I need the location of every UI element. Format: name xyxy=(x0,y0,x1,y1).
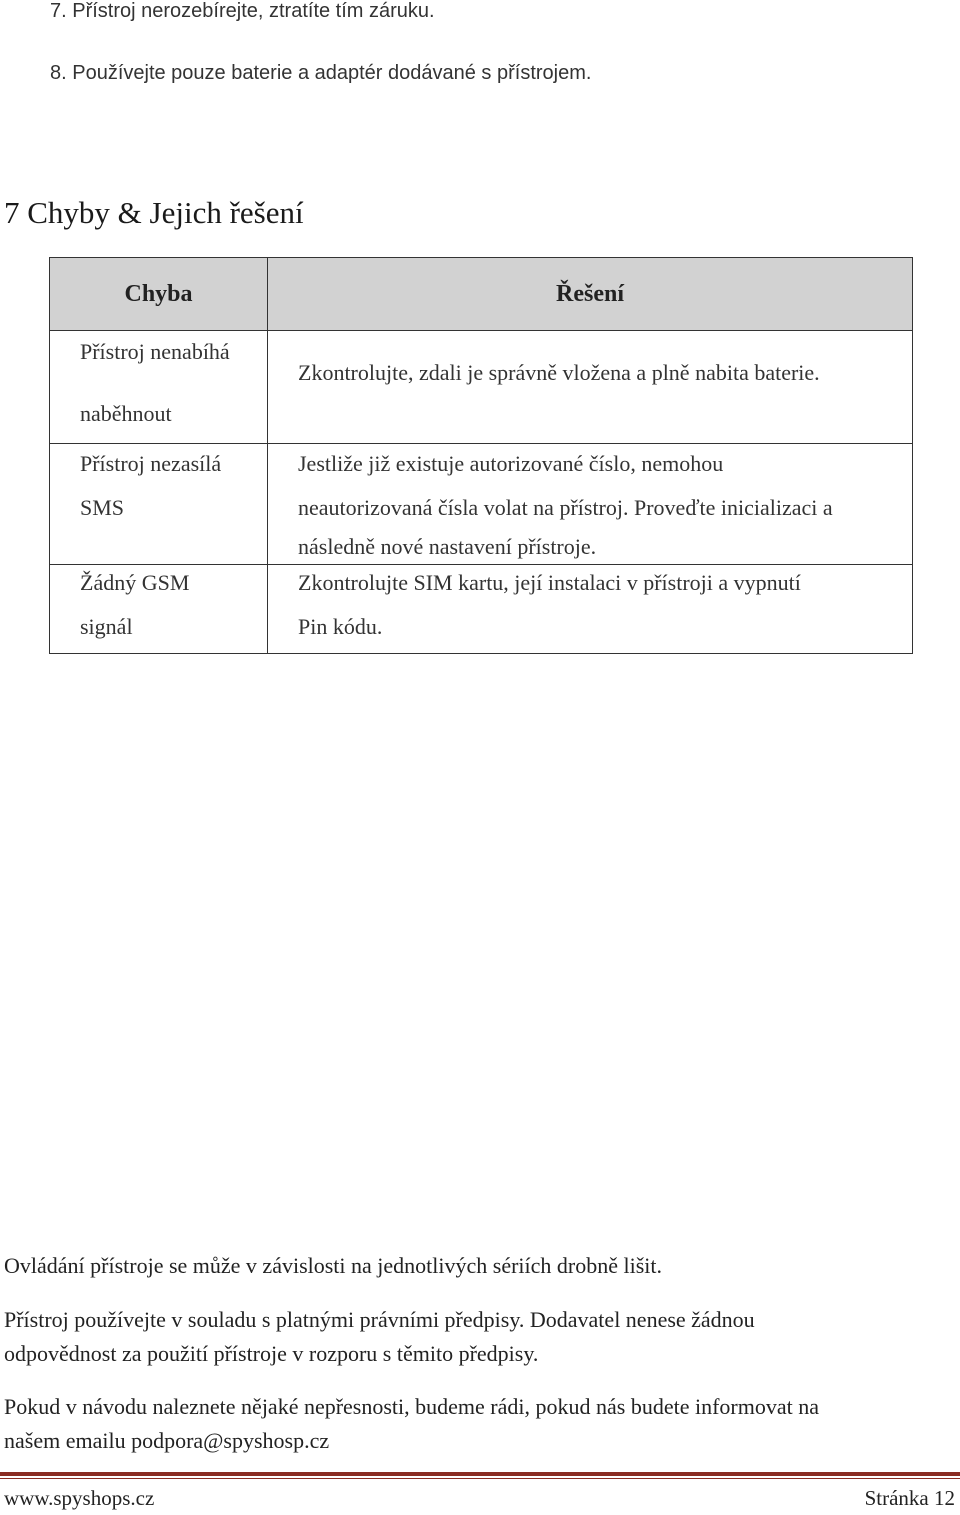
solution-cell xyxy=(268,444,913,565)
error-cell xyxy=(50,565,268,654)
solution-text: neautorizovaná čísla volat na přístroj. Proveďte inicializaci a xyxy=(298,495,833,520)
error-text: Přístroj nenabíhá xyxy=(80,339,230,364)
error-text: Přístroj nezasílá xyxy=(80,451,222,476)
section-title: 7 Chyby & Jejich řešení xyxy=(4,195,304,230)
error-text: SMS xyxy=(80,495,125,520)
solution-cell xyxy=(268,565,913,654)
table-header-row xyxy=(50,258,913,331)
list-item-7: 7. Přístroj nerozebírejte, ztratíte tím záruku. xyxy=(50,0,435,22)
solution-cell xyxy=(268,331,913,444)
solution-text: následně nové nastavení přístroje. xyxy=(298,534,597,559)
note-paragraph-3-line-2: našem emailu podpora@spyshosp.cz xyxy=(4,1428,330,1453)
footer-page-number: Stránka 12 xyxy=(864,1486,955,1510)
error-text: Žádný GSM xyxy=(80,570,190,595)
error-text: signál xyxy=(80,614,133,639)
note-paragraph-1: Ovládání přístroje se může v závislosti na jednotlivých sériích drobně lišit. xyxy=(4,1253,663,1278)
table-row xyxy=(50,565,913,654)
table-row xyxy=(50,331,913,444)
table-row xyxy=(50,444,913,565)
footer-rule xyxy=(0,1472,960,1476)
solution-text: Zkontrolujte SIM kartu, její instalaci v přístroji a vypnutí xyxy=(298,570,801,595)
list-item-8: 8. Používejte pouze baterie a adaptér dodávané s přístrojem. xyxy=(50,62,592,84)
note-paragraph-3-line-1: Pokud v návodu naleznete nějaké nepřesnosti, budeme rádi, pokud nás budete informovat na xyxy=(4,1394,819,1419)
header-error: Chyba xyxy=(50,258,268,331)
footer-rule-thin xyxy=(0,1478,960,1479)
note-paragraph-2-line-2: odpovědnost za použití přístroje v rozporu s těmito předpisy. xyxy=(4,1341,539,1366)
header-solution: Řešení xyxy=(268,258,913,331)
solution-text: Zkontrolujte, zdali je správně vložena a plně nabita baterie. xyxy=(298,360,820,385)
errors-table xyxy=(49,257,913,654)
solution-text: Pin kódu. xyxy=(298,614,383,639)
note-paragraph-2-line-1: Přístroj používejte v souladu s platnými právními předpisy. Dodavatel nenese žádnou xyxy=(4,1307,755,1332)
error-cell xyxy=(50,331,268,444)
solution-text: Jestliže již existuje autorizované číslo, nemohou xyxy=(298,451,724,476)
footer-website: www.spyshops.cz xyxy=(4,1486,155,1510)
error-cell xyxy=(50,444,268,565)
error-text: naběhnout xyxy=(80,401,172,426)
